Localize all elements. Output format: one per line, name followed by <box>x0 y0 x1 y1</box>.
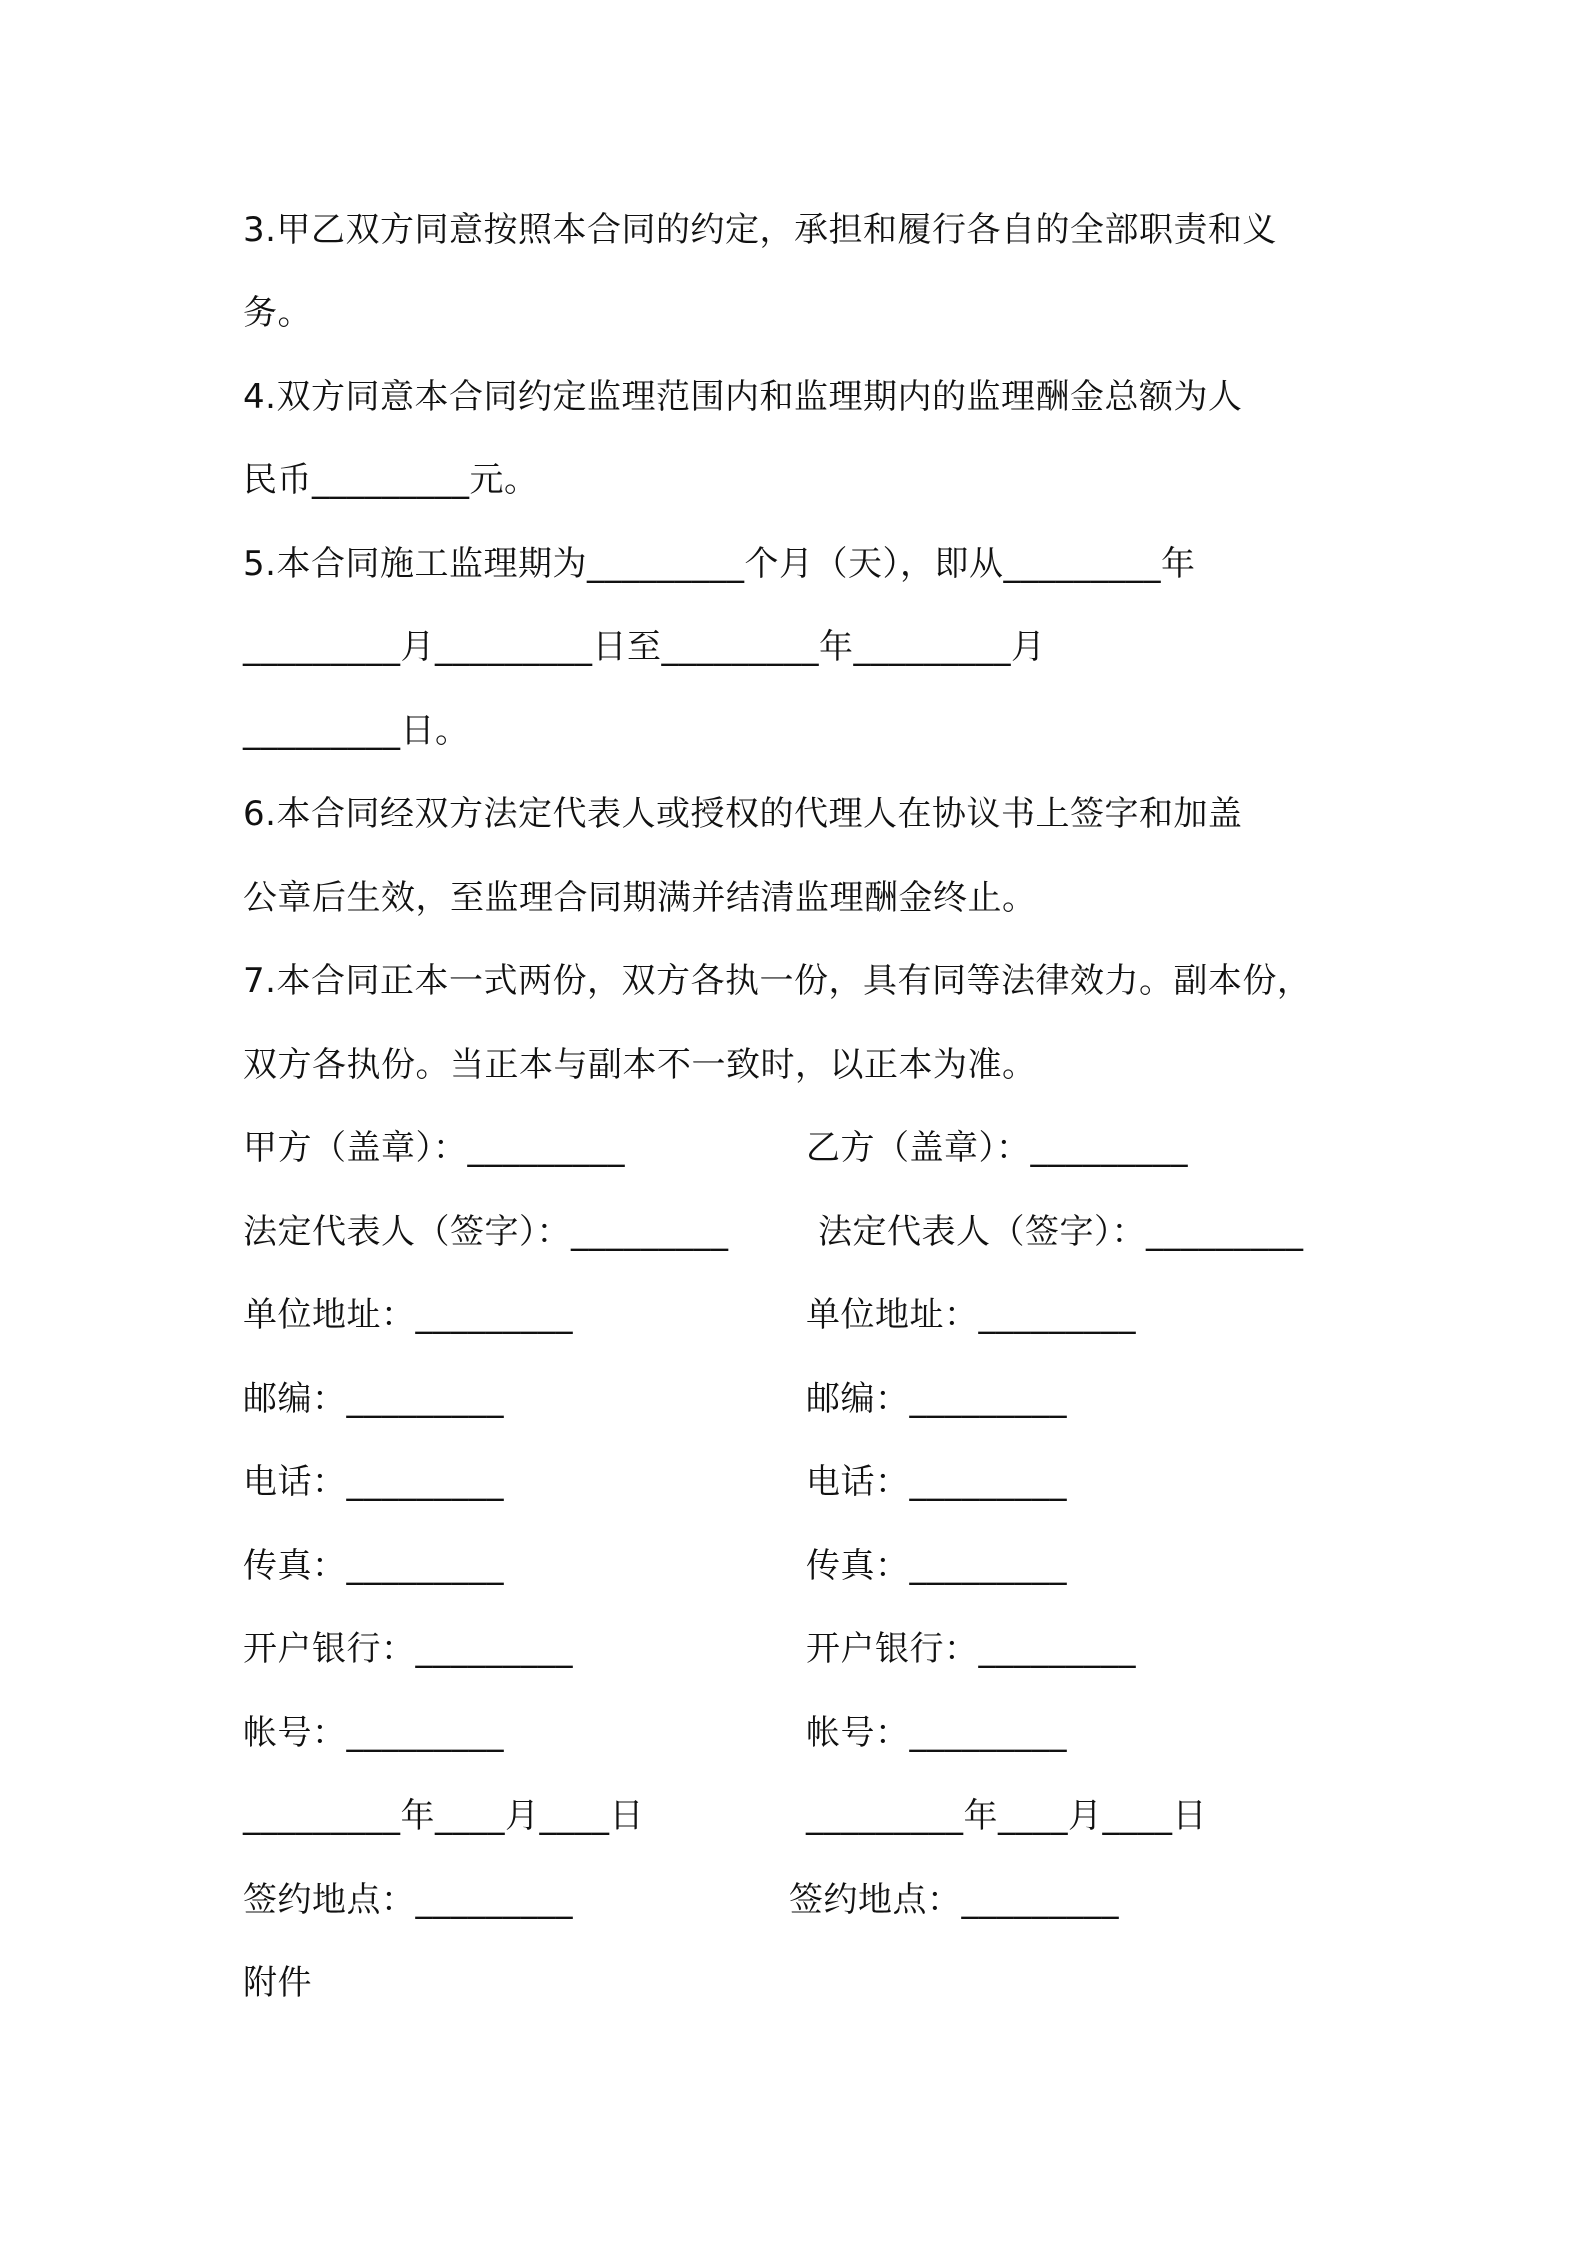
clause-3-line-1: 3.甲乙双方同意按照本合同的约定，承担和履行各自的全部职责和义 <box>243 210 1277 250</box>
clause-6-line-2: 公章后生效，至监理合同期满并结清监理酬金终止。 <box>243 878 1037 918</box>
party-b-phone: 电话：_________ <box>806 1462 1067 1502</box>
clause-3-line-2: 务。 <box>243 293 312 333</box>
party-a-address: 单位地址：_________ <box>243 1295 573 1335</box>
party-b-bank: 开户银行：_________ <box>806 1629 1136 1669</box>
clause-5-line-1: 5.本合同施工监理期为_________个月（天），即从_________年 <box>243 544 1196 584</box>
party-b-fax: 传真：_________ <box>806 1546 1067 1586</box>
party-b-address: 单位地址：_________ <box>806 1295 1136 1335</box>
attachment-heading: 附件 <box>243 1963 312 2003</box>
clause-5-line-3: _________日。 <box>243 711 470 751</box>
party-a-place: 签约地点：_________ <box>243 1880 573 1920</box>
party-b-representative: 法定代表人（签字）：_________ <box>818 1212 1304 1252</box>
clause-4-line-2: 民币_________元。 <box>243 460 539 500</box>
clause-5-line-2: _________月_________日至_________年_________月 <box>243 627 1046 667</box>
clause-6-line-1: 6.本合同经双方法定代表人或授权的代理人在协议书上签字和加盖 <box>243 794 1243 834</box>
party-a-seal: 甲方（盖章）：_________ <box>243 1128 625 1168</box>
party-a-bank: 开户银行：_________ <box>243 1629 573 1669</box>
party-b-date: _________年____月____日 <box>806 1796 1207 1836</box>
party-a-representative: 法定代表人（签字）：_________ <box>243 1212 729 1252</box>
party-b-place: 签约地点：_________ <box>789 1880 1119 1920</box>
clause-7-line-2: 双方各执份。当正本与副本不一致时，以正本为准。 <box>243 1045 1037 1085</box>
clause-7-line-1: 7.本合同正本一式两份，双方各执一份，具有同等法律效力。副本份， <box>243 961 1312 1001</box>
party-a-postcode: 邮编：_________ <box>243 1379 504 1419</box>
party-a-fax: 传真：_________ <box>243 1546 504 1586</box>
party-b-seal: 乙方（盖章）：_________ <box>806 1128 1188 1168</box>
party-a-date: _________年____月____日 <box>243 1796 644 1836</box>
party-a-account: 帐号：_________ <box>243 1713 504 1753</box>
party-a-phone: 电话：_________ <box>243 1462 504 1502</box>
party-b-postcode: 邮编：_________ <box>806 1379 1067 1419</box>
clause-4-line-1: 4.双方同意本合同约定监理范围内和监理期内的监理酬金总额为人 <box>243 377 1243 417</box>
party-b-account: 帐号：_________ <box>806 1713 1067 1753</box>
